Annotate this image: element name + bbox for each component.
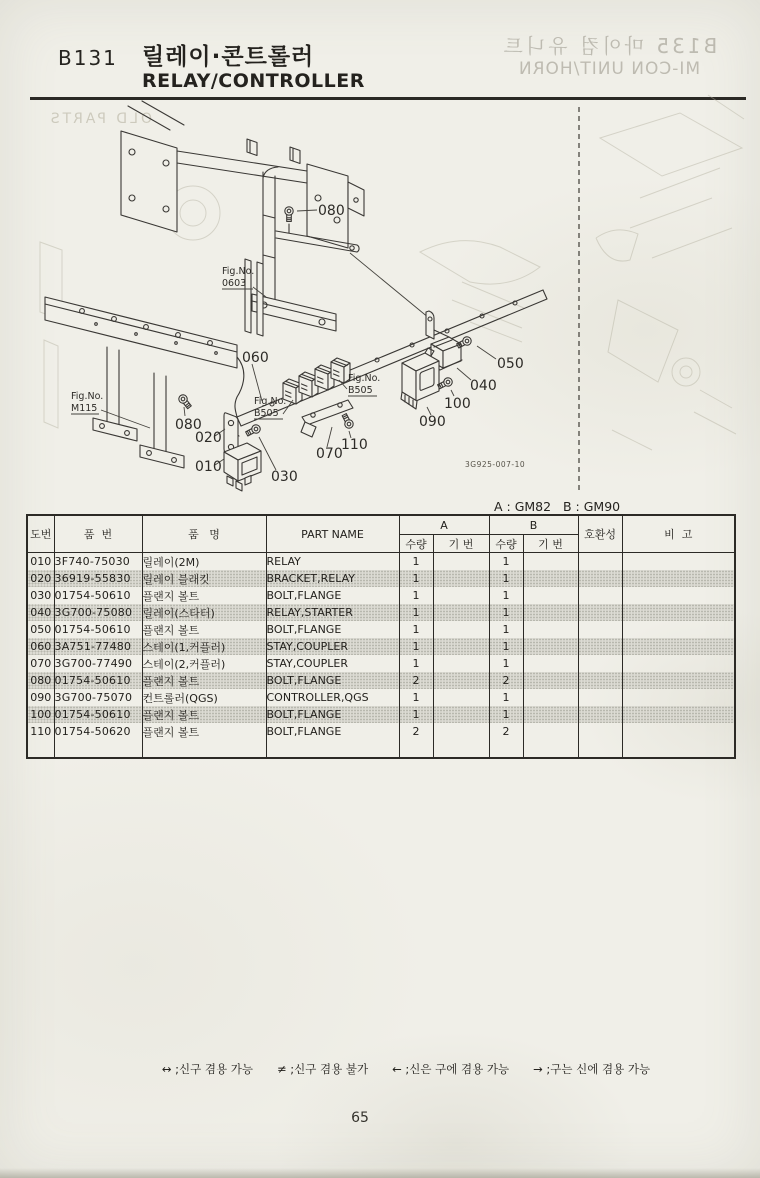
legend-item: ← ;신은 구에 겸용 가능 — [392, 1062, 510, 1076]
col-header-part-name: PART NAME — [266, 515, 399, 553]
bolt-080-left — [177, 393, 193, 410]
page-title-korean: 릴레이·콘트롤러 — [142, 44, 315, 70]
page-title-english: RELAY/CONTROLLER — [142, 70, 365, 92]
bolt-050 — [456, 335, 473, 349]
callout-080-top: 080 — [318, 203, 345, 219]
fig-ref-m115 — [71, 391, 103, 414]
legend-item: ↔ ;신구 겸용 가능 — [161, 1062, 253, 1076]
table-row: 040 3G700-75080 릴레이(스타터) RELAY,STARTER 1 1 — [27, 604, 735, 621]
bleed-through-subtitle: MI-CON UNIT/HORN — [517, 59, 701, 79]
col-header-no: 도번 — [27, 515, 54, 553]
bleed-through-title: B135 마이컴 유니트 — [500, 34, 718, 58]
callout-020: 020 — [195, 430, 222, 446]
table-row: 010 3F740-75030 릴레이(2M) RELAY 1 1 — [27, 553, 735, 571]
col-header-part-no: 품 번 — [54, 515, 142, 553]
col-header-a-serial: 기 번 — [433, 535, 489, 553]
svg-text:Fig.No.: Fig.No. — [254, 396, 287, 407]
callout-050: 050 — [497, 356, 524, 372]
legend-item: ≠ ;신구 겸용 불가 — [276, 1062, 369, 1076]
fig-ref-b505-right — [348, 373, 380, 396]
table-row: 030 01754-50610 플랜지 볼트 BOLT,FLANGE 1 1 — [27, 587, 735, 604]
table-row: 070 3G700-77490 스테이(2,커플러) STAY,COUPLER 1 1 — [27, 655, 735, 672]
bolt-080-top — [285, 207, 293, 222]
col-header-remarks: 비 고 — [622, 515, 735, 553]
col-group-b: B — [489, 515, 578, 535]
page-number: 65 — [351, 1110, 369, 1126]
table-row: 090 3G700-75070 컨트롤러(QGS) CONTROLLER,QGS 1 1 — [27, 689, 735, 706]
svg-text:M115: M115 — [71, 403, 98, 414]
col-header-name-ko: 품 명 — [142, 515, 266, 553]
legend — [52, 1061, 760, 1077]
table-row: 100 01754-50610 플랜지 볼트 BOLT,FLANGE 1 1 — [27, 706, 735, 723]
parts-diagram — [0, 0, 760, 500]
table-row: 050 01754-50610 플랜지 볼트 BOLT,FLANGE 1 1 — [27, 621, 735, 638]
table-empty-area — [27, 740, 735, 758]
bolt-110 — [340, 413, 354, 430]
legend-item: → ;구는 신에 겸용 가능 — [533, 1062, 651, 1076]
callout-090: 090 — [419, 414, 446, 430]
col-header-compat: 호환성 — [578, 515, 622, 553]
callout-010: 010 — [195, 459, 222, 475]
table-row: 080 01754-50610 플랜지 볼트 BOLT,FLANGE 2 2 — [27, 672, 735, 689]
callout-070: 070 — [316, 446, 343, 462]
parts-table — [26, 514, 736, 759]
table-row: 020 36919-55830 릴레이 블래킷 BRACKET,RELAY 1 1 — [27, 570, 735, 587]
relay-010 — [224, 443, 261, 491]
upper-stay-assembly — [121, 101, 429, 331]
callout-060: 060 — [242, 350, 269, 366]
svg-text:Fig.No.: Fig.No. — [222, 266, 255, 277]
col-header-b-serial: 기 번 — [523, 535, 578, 553]
callout-030: 030 — [271, 469, 298, 485]
old-parts-watermark: OLD PARTS — [47, 111, 152, 127]
page-code: B131 — [58, 46, 118, 70]
table-row: 060 3A751-77480 스테이(1,커플러) STAY,COUPLER 1 1 — [27, 638, 735, 655]
fig-ref-b505-left — [254, 396, 286, 419]
scan-bottom-edge — [0, 1168, 760, 1178]
diagram-line-art — [45, 101, 547, 491]
svg-text:Fig.No.: Fig.No. — [348, 373, 381, 384]
bolt-030 — [245, 423, 262, 437]
col-header-a-qty: 수량 — [399, 535, 433, 553]
drawing-code: 3G925-007-10 — [465, 460, 526, 469]
models-note: A : GM82 B : GM90 — [494, 499, 621, 514]
col-group-a: A — [399, 515, 489, 535]
svg-text:Fig.No.: Fig.No. — [71, 391, 104, 402]
svg-text:B505: B505 — [348, 385, 373, 396]
callout-110: 110 — [341, 437, 368, 453]
callout-040: 040 — [470, 378, 497, 394]
callout-100: 100 — [444, 396, 471, 412]
col-header-b-qty: 수량 — [489, 535, 523, 553]
svg-text:0603: 0603 — [222, 278, 247, 289]
callout-080-left: 080 — [175, 417, 202, 433]
svg-text:B505: B505 — [254, 408, 279, 419]
table-row: 110 01754-50620 플랜지 볼트 BOLT,FLANGE 2 2 — [27, 723, 735, 740]
